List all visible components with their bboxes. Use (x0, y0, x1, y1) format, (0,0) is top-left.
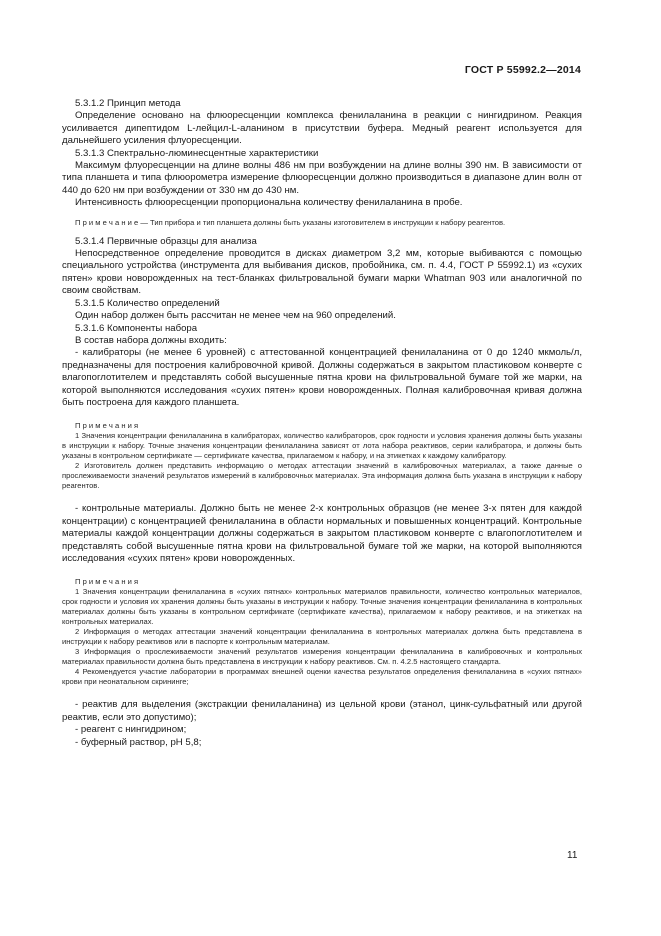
controls-item: - контрольные материалы. Должно быть не менее 2-х контрольных образцов (не менее 3-х пятен для каждой концентрации) с концентрацией фенилаланина в области нормальных и повышенных концентраций. Контрольные материалы каждой концентрации должны содержаться в закрытом пластиковом конверте с влагопоглотителем и представлять собой высушенные пятна крови на фильтровальной бумаге той же марки, на которой выполняются исследования «сухих пятен» крови новорожденных. (62, 503, 582, 564)
section-5315-paragraph: Один набор должен быть рассчитан не менее чем на 960 определений. (75, 310, 396, 322)
section-5312-paragraph: Определение основано на флюоресценции комплекса фенилаланина в реакции с нингидрином. Реакция усиливается дипептидом L-лейцил-L-аланином в присутствии буфера. Медный реагент используется для дальнейшего усиления флуоресценции. (62, 110, 582, 147)
notes-calibrators-label: П р и м е ч а н и я (75, 421, 139, 431)
section-5312-title: 5.3.1.2 Принцип метода (75, 98, 181, 109)
notes-calibrators-1: 1 Значения концентрации фенилаланина в калибраторах, количество калибраторов, срок годности и условия хранения должны быть указаны в инструкции к набору. Точные значения концентрации фенилаланина зависят от лота набора реактивов, серии калибратора, и должны быть указаны в контрольном сертификате — сертификате качества, прилагаемом к набору, и на этикетках к каждому калибратору. (62, 431, 582, 461)
section-5313-title: 5.3.1.3 Спектрально-люминесцентные характеристики (75, 147, 319, 159)
section-5314-title: 5.3.1.4 Первичные образцы для анализа (75, 235, 257, 247)
reagent-buffer-item: - буферный раствор, pH 5,8; (75, 736, 202, 748)
notes-controls-4: 4 Рекомендуется участие лаборатории в программах внешней оценки качества результатов определения фенилаланина в «сухих пятнах» крови при неонатальном скрининге; (62, 667, 582, 687)
reagent-ninhydrin-item: - реагент с нингидрином; (75, 724, 187, 736)
notes-controls-label: П р и м е ч а н и я (75, 577, 139, 587)
section-5313-paragraph-1: Максимум флуоресценции на длине волны 486 нм при возбуждении на длине волны 390 нм. В зависимости от типа планшета и типа флюорометра измерение флюоресценции должно производиться в диапазоне длин волн от 440 до 620 нм при возбуждении от 330 нм до 430 нм. (62, 160, 582, 196)
note-text: — Тип прибора и тип планшета должны быть указаны изготовителем в инструкции к набору реагентов. (138, 217, 506, 227)
notes-calibrators-2: 2 Изготовитель должен представить информацию о методах аттестации значений в калибровочных материалах, а также данные о прослеживаемости значений результатов измерений в калибровочных материалах. Эта информация должна быть указана в инструкции к набору реагентов. (62, 461, 582, 491)
section-5316-intro: В состав набора должны входить: (75, 334, 227, 346)
notes-controls-3: 3 Информация о прослеживаемости значений результатов измерения концентрации фенилаланина в калибровочных и контрольных материалах правильности должна быть представлена в инструкции к набору реактивов. См. п. 4.2.5 настоящего стандарта. (62, 647, 582, 667)
note-device-plate (62, 218, 582, 228)
section-5313-paragraph-2: Интенсивность флюоресценции пропорциональна количеству фенилаланина в пробе. (75, 197, 463, 209)
calibrators-item: - калибраторы (не менее 6 уровней) с аттестованной концентрацией фенилаланина от 0 до 1240 мкмоль/л, предназначены для построения калибровочной кривой. Должны содержаться в закрытом пластиковом конверте с влагопоглотителем и представлять собой высушенные пятна крови на фильтровальной бумаге той же марки, на которой выполняются исследования «сухих пятен» крови новорожденных. Полная калибровочная кривая должна быть построена для каждого планшета. (62, 347, 582, 408)
document-header: ГОСТ Р 55992.2—2014 (464, 64, 581, 76)
notes-controls-2: 2 Информация о методах аттестации значений концентрации фенилаланина в контрольных материалах должна быть представлена в инструкции к набору реактивов или в паспорте к контрольным материалам. (62, 627, 582, 647)
page-number: 11 (567, 850, 578, 861)
section-5316-title: 5.3.1.6 Компоненты набора (75, 322, 198, 334)
section-5314-paragraph: Непосредственное определение проводится в дисках диаметром 3,2 мм, которые выбиваются с помощью специального устройства (инструмента для выбивания дисков, пробойника, см. п. 4.4, ГОСТ Р 55992.1) из «сухих пятен» крови новорожденных на тест-бланках фильтровальной бумаги марки Whatman 903 или аналогичной по своим свойствам. (62, 248, 582, 297)
reagent-extraction-item: - реактив для выделения (экстракции фенилаланина) из цельной крови (этанол, цинк-сульфатный или другой реактив, если это допустимо); (62, 699, 582, 723)
notes-controls-1: 1 Значения концентрации фенилаланина в «сухих пятнах» контрольных материалов правильности, количество контрольных материалов, срок годности и условия их хранения должны быть указаны в инструкции к набору. Точные значения концентрации фенилаланина в контрольных материалах должны быть указаны в контрольном сертификате (сертификате качества), прилагаемом к набору реактивов, и на этикетках на контрольных материалах. (62, 587, 582, 627)
note-label: П р и м е ч а н и е (75, 217, 139, 227)
page-body (62, 98, 582, 749)
section-5315-title: 5.3.1.5 Количество определений (75, 297, 220, 309)
